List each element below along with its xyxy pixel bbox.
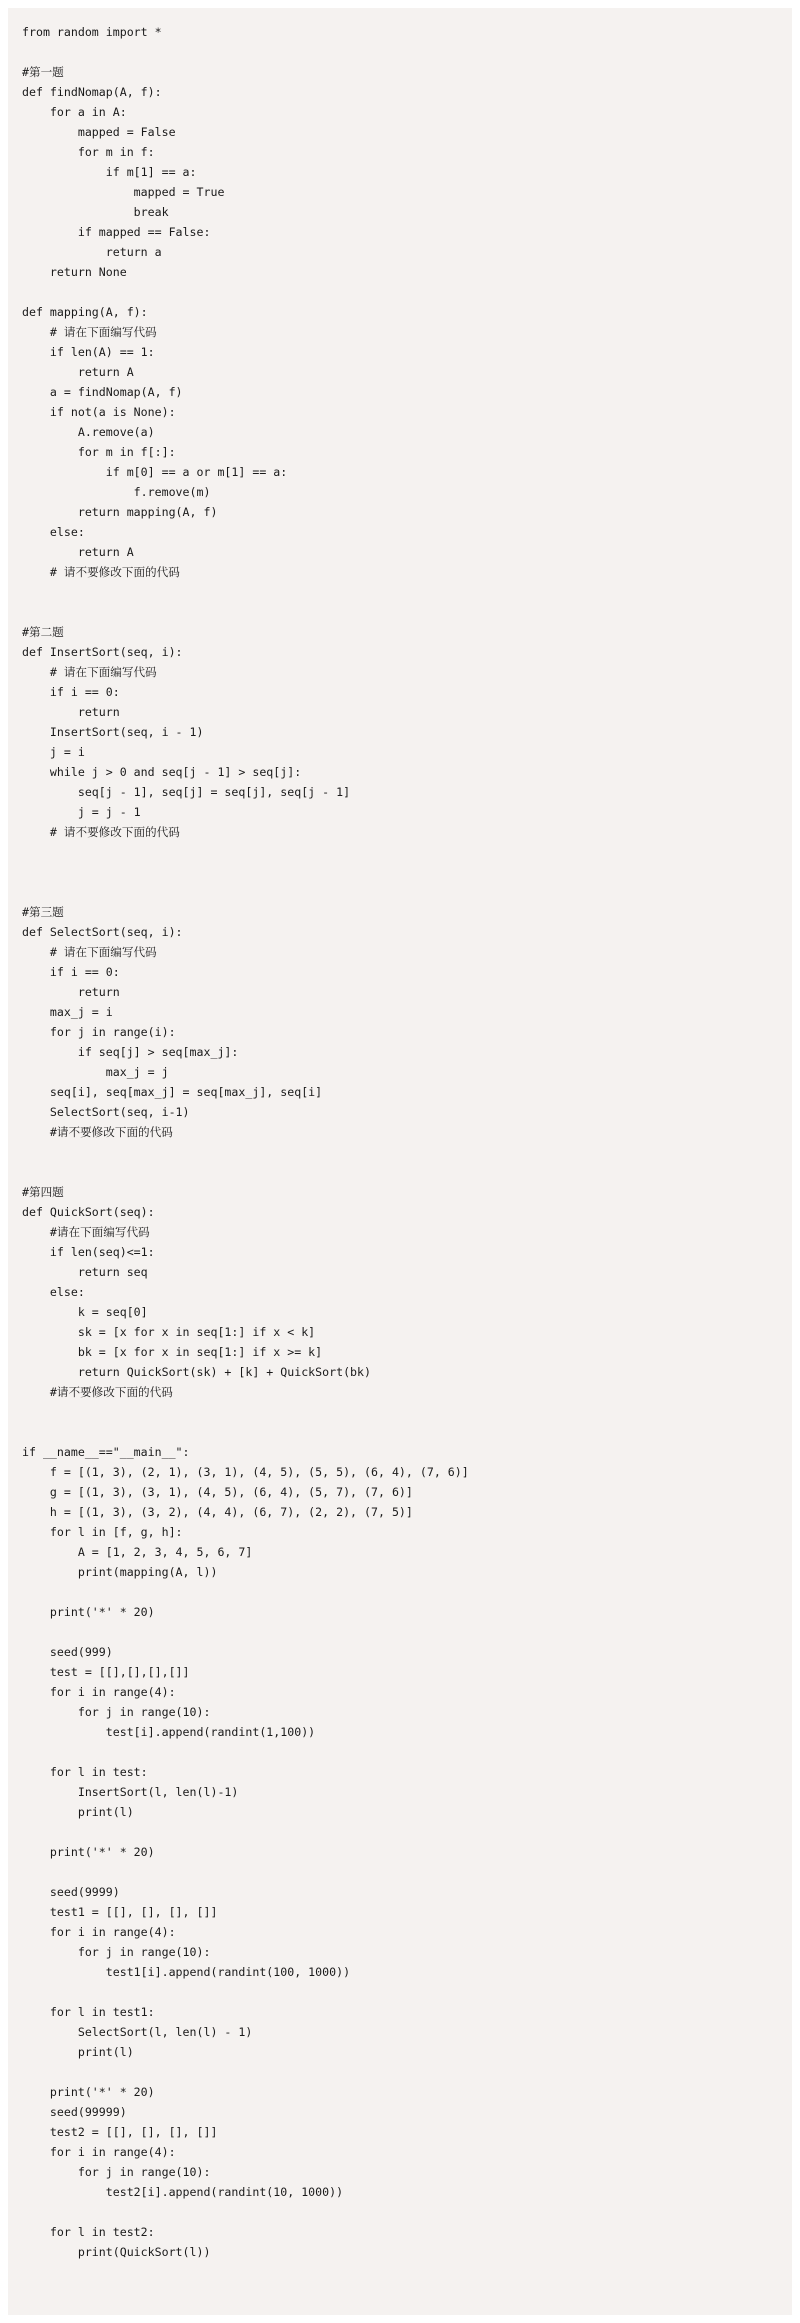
code-line: A = [1, 2, 3, 4, 5, 6, 7] (22, 1545, 253, 1559)
code-line (22, 582, 778, 602)
code-line: # 请在下面编写代码 (22, 945, 157, 959)
code-line: bk = [x for x in seq[1:] if x >= k] (22, 1345, 323, 1359)
code-line: test2 = [[], [], [], []] (22, 2125, 218, 2139)
code-line: print(QuickSort(l)) (22, 2245, 211, 2259)
code-line: for l in test2: (22, 2225, 155, 2239)
code-line: for m in f: (22, 145, 155, 159)
code-line: #请在下面编写代码 (22, 1225, 150, 1239)
code-line: def mapping(A, f): (22, 305, 148, 319)
code-line: for j in range(10): (22, 1945, 211, 1959)
code-line (22, 602, 778, 622)
code-line: k = seq[0] (22, 1305, 148, 1319)
code-line (22, 1162, 778, 1182)
code-line (22, 1862, 778, 1882)
code-line: #第二题 (22, 625, 64, 639)
code-line: if i == 0: (22, 965, 120, 979)
code-line: j = i (22, 745, 85, 759)
code-listing (22, 22, 778, 2262)
code-line: sk = [x for x in seq[1:] if x < k] (22, 1325, 316, 1339)
code-line: for j in range(10): (22, 2165, 211, 2179)
code-line: print('*' * 20) (22, 1845, 155, 1859)
code-line: #请不要修改下面的代码 (22, 1125, 173, 1139)
code-line (22, 1742, 778, 1762)
code-line: return mapping(A, f) (22, 505, 218, 519)
code-line: #第三题 (22, 905, 64, 919)
code-line: while j > 0 and seq[j - 1] > seq[j]: (22, 765, 302, 779)
code-line: for l in [f, g, h]: (22, 1525, 183, 1539)
code-line: if not(a is None): (22, 405, 176, 419)
code-line: max_j = j (22, 1065, 169, 1079)
code-line: for m in f[:]: (22, 445, 176, 459)
code-line: if m[1] == a: (22, 165, 197, 179)
code-block (8, 8, 792, 2315)
code-line: # 请不要修改下面的代码 (22, 565, 180, 579)
code-line: mapped = True (22, 185, 225, 199)
code-line: def SelectSort(seq, i): (22, 925, 183, 939)
code-line: for l in test: (22, 1765, 148, 1779)
code-line: #请不要修改下面的代码 (22, 1385, 173, 1399)
code-line: def InsertSort(seq, i): (22, 645, 183, 659)
code-line: seed(9999) (22, 1885, 120, 1899)
code-line: # 请在下面编写代码 (22, 325, 157, 339)
code-line: from random import * (22, 25, 162, 39)
code-line (22, 862, 778, 882)
code-line: max_j = i (22, 1005, 113, 1019)
code-line: f = [(1, 3), (2, 1), (3, 1), (4, 5), (5, 5), (6, 4), (7, 6)] (22, 1465, 469, 1479)
code-line (22, 282, 778, 302)
code-line: mapped = False (22, 125, 176, 139)
code-line: return (22, 705, 120, 719)
code-line: InsertSort(l, len(l)-1) (22, 1785, 239, 1799)
code-line: for i in range(4): (22, 2145, 176, 2159)
code-line: SelectSort(l, len(l) - 1) (22, 2025, 253, 2039)
code-line: return A (22, 545, 134, 559)
code-line: if len(seq)<=1: (22, 1245, 155, 1259)
code-line: if len(A) == 1: (22, 345, 155, 359)
code-line (22, 1622, 778, 1642)
code-line (22, 1582, 778, 1602)
code-line: h = [(1, 3), (3, 2), (4, 4), (6, 7), (2, 2), (7, 5)] (22, 1505, 413, 1519)
code-line: for i in range(4): (22, 1925, 176, 1939)
code-line: seq[i], seq[max_j] = seq[max_j], seq[i] (22, 1085, 323, 1099)
code-line: A.remove(a) (22, 425, 155, 439)
code-line: seed(999) (22, 1645, 113, 1659)
code-line: seq[j - 1], seq[j] = seq[j], seq[j - 1] (22, 785, 351, 799)
code-line: test[i].append(randint(1,100)) (22, 1725, 316, 1739)
code-line (22, 42, 778, 62)
code-line (22, 1822, 778, 1842)
code-line: if __name__=="__main__": (22, 1445, 190, 1459)
code-line: SelectSort(seq, i-1) (22, 1105, 190, 1119)
code-line: print(l) (22, 1805, 134, 1819)
code-line: def QuickSort(seq): (22, 1205, 155, 1219)
code-line: return QuickSort(sk) + [k] + QuickSort(bk) (22, 1365, 372, 1379)
code-line: if mapped == False: (22, 225, 211, 239)
code-line: # 请不要修改下面的代码 (22, 825, 180, 839)
code-line: for i in range(4): (22, 1685, 176, 1699)
code-line: test1 = [[], [], [], []] (22, 1905, 218, 1919)
code-line: for j in range(10): (22, 1705, 211, 1719)
code-line (22, 1982, 778, 2002)
code-line: return A (22, 365, 134, 379)
code-line (22, 1402, 778, 1422)
code-line: def findNomap(A, f): (22, 85, 162, 99)
code-line: break (22, 205, 169, 219)
code-line (22, 2062, 778, 2082)
code-line: #第一题 (22, 65, 64, 79)
code-line: if seq[j] > seq[max_j]: (22, 1045, 239, 1059)
code-line: return (22, 985, 120, 999)
code-line: print('*' * 20) (22, 1605, 155, 1619)
code-line: # 请在下面编写代码 (22, 665, 157, 679)
code-line: test1[i].append(randint(100, 1000)) (22, 1965, 351, 1979)
code-line: return a (22, 245, 162, 259)
code-line: print(mapping(A, l)) (22, 1565, 218, 1579)
code-line: test2[i].append(randint(10, 1000)) (22, 2185, 344, 2199)
code-line (22, 882, 778, 902)
code-line: else: (22, 1285, 85, 1299)
code-line: #第四题 (22, 1185, 64, 1199)
code-line: test = [[],[],[],[]] (22, 1665, 190, 1679)
code-line: f.remove(m) (22, 485, 211, 499)
code-line: else: (22, 525, 85, 539)
code-line (22, 1422, 778, 1442)
code-line: print('*' * 20) (22, 2085, 155, 2099)
code-line: for j in range(i): (22, 1025, 176, 1039)
code-line: for a in A: (22, 105, 127, 119)
code-line (22, 2202, 778, 2222)
code-line: return seq (22, 1265, 148, 1279)
code-line: a = findNomap(A, f) (22, 385, 183, 399)
code-line: print(l) (22, 2045, 134, 2059)
code-line: if m[0] == a or m[1] == a: (22, 465, 288, 479)
code-line: j = j - 1 (22, 805, 141, 819)
code-line: return None (22, 265, 127, 279)
code-line: for l in test1: (22, 2005, 155, 2019)
code-line (22, 1142, 778, 1162)
code-line: if i == 0: (22, 685, 120, 699)
code-line: InsertSort(seq, i - 1) (22, 725, 204, 739)
code-line (22, 842, 778, 862)
code-line: seed(99999) (22, 2105, 127, 2119)
code-line: g = [(1, 3), (3, 1), (4, 5), (6, 4), (5, 7), (7, 6)] (22, 1485, 413, 1499)
